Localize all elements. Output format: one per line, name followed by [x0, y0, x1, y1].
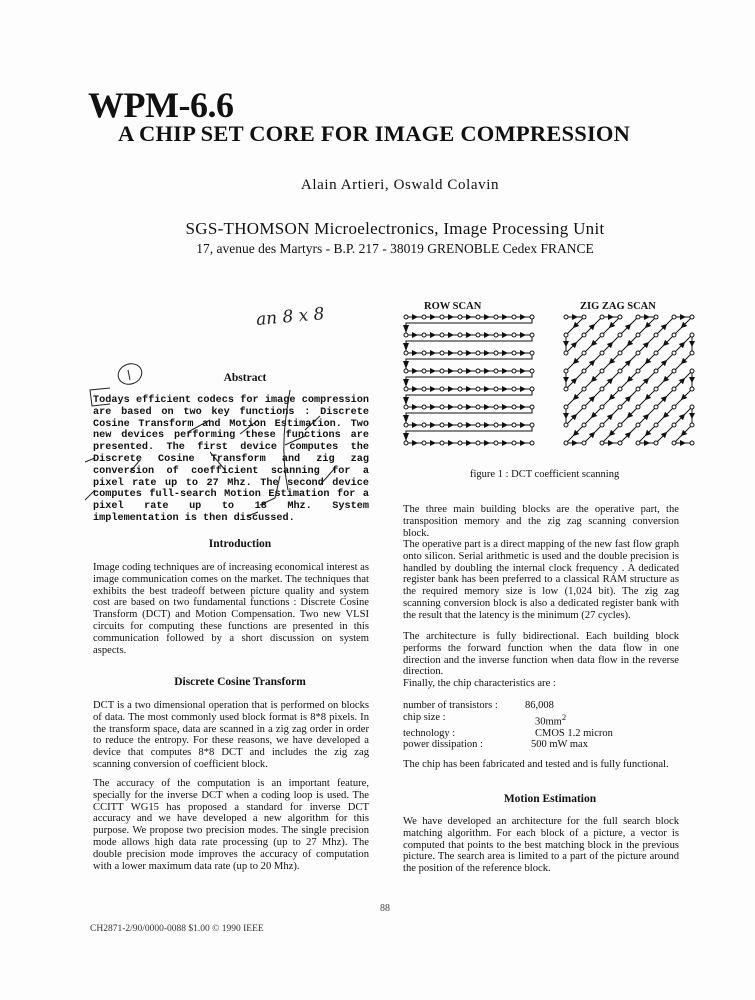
address: 17, avenue des Martyrs - B.P. 217 - 38019 GRENOBLE Cedex FRANCE: [196, 241, 594, 256]
dct-paragraph-1: DCT is a two dimensional operation that is performed on blocks of data. The most commonly used block format is 8*8 pixels. In the transform space, data are scanned in a zig zag order in order to reduce the entropy. For these reasons, we have developed a device that computes 8*8 DCT and includes the zig zag scanning conversion of coefficient block.: [93, 700, 369, 770]
table-row: power dissipation : 500 mW max: [403, 739, 588, 750]
right-paragraph-3: The architecture is fully bidirectional. Each building block performs the forward function when the data flow in one direction and the inverse function when data flow in the reverse direction.: [403, 631, 679, 678]
chip-characteristics-table: [403, 700, 613, 751]
right-paragraph-1: The three main building blocks are the operative part, the transposition memory and the zig zag scanning conversion block.: [403, 504, 679, 539]
table-row: chip size : $30mm^2$: [403, 711, 567, 727]
dct-paragraph-2: The accuracy of the computation is an important feature, specially for the inverse DCT when a coding loop is used. The CCITT WG15 has proposed a standard for inverse DCT accuracy and we have developed a new algorithm for this purpose. We propose two precision modes. The single precision mode allows high data rate processing (up to 27 Mhz). The double precision mode improves the accuracy of computation with a lower maximum data rate (up to 20 Mhz).: [93, 778, 369, 872]
dct-heading: Discrete Cosine Transform: [174, 676, 306, 688]
handwritten-note: an 8 x 8: [255, 304, 326, 330]
right-paragraph-4: Finally, the chip characteristics are :: [403, 678, 556, 689]
motion-heading: Motion Estimation: [503, 793, 597, 805]
right-paragraph-5: The chip has been fabricated and tested and is fully functional.: [403, 759, 669, 770]
motion-text: We have developed an architecture for the full search block matching algorithm. For each block of a picture, a vector is computed that points to the best matching block in the previous picture. The search area is limited to a part of the picture around the position of the reference block.: [403, 816, 679, 875]
authors: Alain Artieri, Oswald Colavin: [300, 177, 500, 193]
affiliation: SGS-THOMSON Microelectronics, Image Processing Unit: [185, 219, 605, 238]
abstract-text: Todays efficient codecs for image compression are based on two key functions : Discrete Cosine Transform and Motion Estimation. Two new devices performing these functions are presented. The first device computes the Discrete Cosine Transform and zig zag conversion of coefficient scanning for a pixel rate up to 27 Mhz. The second device computes full-search Motion Estimation for a pixel rate up to 18 Mhz. System implementation is then discussed.: [93, 395, 369, 524]
row-scan-diagram: [402, 312, 542, 458]
figure-caption: figure 1 : DCT coefficient scanning: [470, 469, 620, 480]
table-row: number of transistors : 86,008: [403, 700, 554, 711]
table-row: technology : CMOS 1.2 micron: [403, 727, 613, 739]
zigzag-scan-diagram: [562, 312, 704, 458]
paper-id: WPM-6.6: [88, 85, 234, 125]
paper-title: A CHIP SET CORE FOR IMAGE COMPRESSION: [118, 121, 631, 146]
page-number: 88: [380, 903, 390, 914]
introduction-text: Image coding techniques are of increasing economical interest as image communication comes on the market. The techniques that exhibits the best tradeoff between picture quality and system cost are based on two fundamental functions : Discrete Cosine Transform (DCT) and Motion Compensation. Two new VLSI circuits for computing these functions are presented in this communication followed by a short discussion on system aspects.: [93, 562, 369, 656]
copyright-footer: CH2871-2/90/0000-0088 $1.00 © 1990 IEEE: [90, 924, 264, 934]
introduction-heading: Introduction: [208, 538, 272, 550]
zigzag-scan-label: ZIG ZAG SCAN: [580, 301, 656, 312]
abstract-heading: Abstract: [223, 372, 267, 384]
row-scan-label: ROW SCAN: [424, 301, 482, 312]
right-paragraph-2: The operative part is a direct mapping of the new fast flow graph onto silicon. Serial arithmetic is used and the double precision is handled by doubling the internal clock frequency . A dedicated register bank has been preferred to a classical RAM structure as the required memory size is low (1,024 bit). The zig zag scanning conversion block is also a dedicated register bank with the result that the latency is the minimum (27 cycles).: [403, 539, 679, 621]
